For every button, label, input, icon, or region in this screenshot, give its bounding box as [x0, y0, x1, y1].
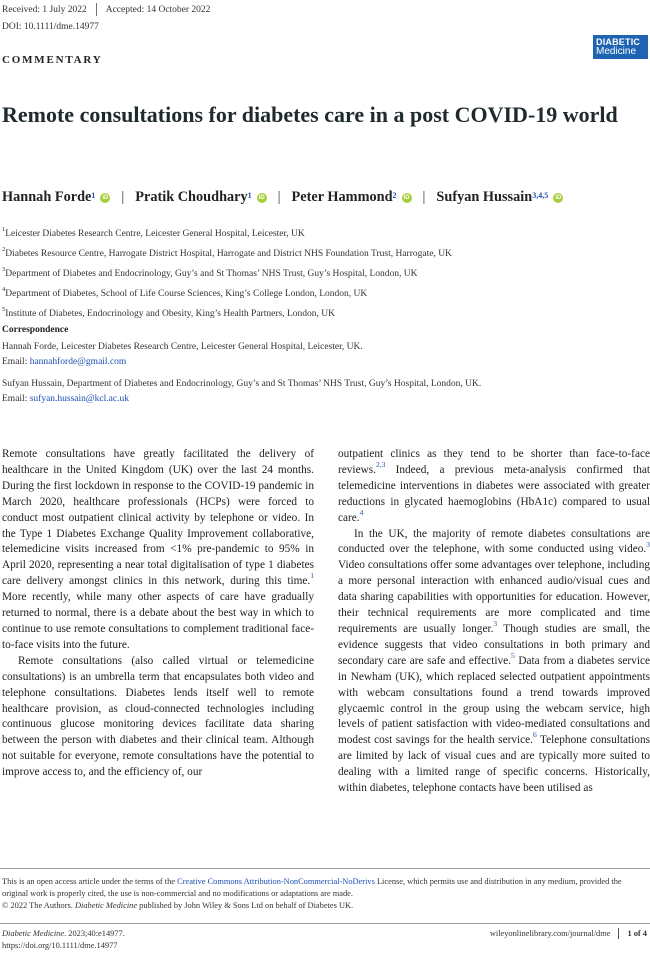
author-list	[2, 189, 563, 206]
affiliation-text: Institute of Diabetes, Endocrinology and Obesity, King’s Health Partners, London, UK	[5, 309, 335, 319]
correspondence-block-1	[2, 340, 363, 370]
citation-link[interactable]: 3	[493, 619, 498, 629]
author-separator: |	[121, 189, 125, 205]
paragraph-text: Remote consultations (also called virtual or telemedicine consultations) is an umbrella term that encapsulates both video and telephone consultations. Diabetes lends itself well to remote healthcare provision, as cloud-connected technologies including continuous glucose monitoring devices facilitate data sharing between the person with diabetes and their clinical team. Although not suitable for everyone, remote consultations have the potential to improve access to, and the efficiency of, our	[2, 654, 314, 779]
copyright-journal: Diabetic Medicine	[74, 901, 138, 910]
journal-logo[interactable]	[593, 35, 648, 59]
correspondence-block-2	[2, 377, 481, 407]
body-column-left	[2, 447, 314, 781]
email-label: Email:	[2, 394, 30, 404]
affiliation-number: 3	[2, 265, 6, 273]
citation-link[interactable]: 2,3	[375, 460, 386, 470]
author[interactable]: Hannah Forde $^1$ iD	[2, 189, 109, 205]
copyright-part: © 2022 The Authors.	[2, 901, 75, 910]
paragraph-text: Indeed, a previous meta-analysis confirmed that telemedicine interventions in diabetes were associated with greater reductions in glycated haemoglobins (HbA1c) compared to usual care.	[338, 463, 650, 524]
affiliation	[2, 264, 452, 284]
footer-divider	[0, 923, 650, 924]
open-access-notice	[2, 876, 642, 912]
paragraph-text: Though studies are small, the evidence suggests that video consultations in both primary and secondary care are safe and effective.	[338, 622, 650, 667]
paragraph-text: outpatient clinics as they tend to be shorter than face-to-face reviews.	[338, 448, 650, 476]
author[interactable]: Peter Hammond $^2$ iD	[291, 189, 410, 205]
correspondence-email-line	[2, 392, 481, 407]
affiliation-number: 2	[2, 245, 6, 253]
orcid-icon[interactable]: iD	[258, 194, 265, 201]
license-text-part: This is an open access article under the terms of the	[2, 877, 178, 886]
affiliation-text: Leicester Diabetes Research Centre, Leicester General Hospital, Leicester, UK	[5, 229, 305, 239]
author[interactable]: Sufyan Hussain $^{3,4,5}$ iD	[436, 189, 562, 205]
license-link[interactable]: Creative Commons Attribution-NonCommercial-NoDerivs	[177, 877, 375, 886]
affiliations	[2, 224, 452, 324]
correspondence-email-line	[2, 355, 363, 370]
paragraph-text: Video consultations offer some advantages over telephone, including a more personal interaction with enhanced audio/visual cues and data sharing capabilities with opportunities for education. However, their technical requirements are more complicated and time requirements are usually longer.	[338, 559, 650, 635]
email-link[interactable]: sufyan.hussain@kcl.ac.uk	[29, 394, 129, 404]
orcid-icon[interactable]: iD	[102, 194, 109, 201]
logo-line-2: Medicine	[596, 46, 637, 57]
email-label: Email:	[2, 357, 30, 367]
page-info	[490, 928, 647, 939]
correspondence-heading: Correspondence	[2, 325, 69, 335]
body-paragraph	[2, 654, 314, 781]
citation-info	[2, 928, 125, 952]
orcid-icon[interactable]: iD	[555, 194, 562, 201]
page-number: 1 of 4	[627, 929, 647, 938]
affiliation	[2, 244, 452, 264]
divider	[618, 928, 619, 939]
logo-line-1: DIABETIC	[596, 37, 641, 47]
author-name: Hannah Forde	[2, 189, 92, 205]
citation-journal: Diabetic Medicine	[2, 929, 65, 938]
body-paragraph	[338, 447, 650, 527]
publication-dates	[2, 3, 210, 16]
affiliation	[2, 224, 452, 244]
paragraph-text: Data from a diabetes service in Newham (UK), which replaced selected outpatient appointments with webcam consultations found a trend towards improved glycaemic control in the group using the webcam service, high levels of patient satisfaction with video-mediated consultations and modest cost savings for the health service.	[338, 654, 650, 747]
received-date: Received: 1 July 2022	[2, 4, 87, 15]
affiliation-number: 5	[2, 305, 6, 313]
citation-doi-url[interactable]: https://doi.org/10.1111/dme.14977	[2, 941, 118, 950]
accepted-date: Accepted: 14 October 2022	[105, 4, 211, 15]
author-separator: |	[277, 189, 281, 205]
citation-link[interactable]: 6	[532, 730, 537, 740]
affiliation	[2, 304, 452, 324]
correspondence-address: Hannah Forde, Leicester Diabetes Research Centre, Leicester General Hospital, Leicester, UK.	[2, 342, 363, 352]
body-column-right	[338, 447, 650, 797]
email-link[interactable]: hannahforde@gmail.com	[29, 357, 127, 367]
citation-line	[2, 928, 125, 940]
citation-link[interactable]: 1	[310, 571, 314, 581]
affiliation-number: 4	[2, 285, 6, 293]
affiliation	[2, 284, 452, 304]
copyright-line	[2, 900, 642, 912]
paragraph-text: Remote consultations have greatly facilitated the delivery of healthcare in the United Kingdom (UK) over the last 24 months. During the first lockdown in response to the COVID-19 pandemic in March 2020, healthcare professionals (HCPs) were forced to conduct most outpatient clinical activity by telephone or video. In the Type 1 Diabetes Exchange Quality Improvement collaborative, telemedicine visits increased from <1% pre-pandemic to 95% in April 2020, representing a near total digitalisation of type 1 diabetes care delivery amongst clinics in this network, during this time.	[2, 448, 314, 588]
license-text	[2, 876, 642, 900]
orcid-icon[interactable]: iD	[403, 194, 410, 201]
affiliation-text: Department of Diabetes and Endocrinology, Guy’s and St Thomas’ NHS Trust, Guy’s Hospital, London, UK	[5, 269, 418, 279]
body-paragraph	[338, 527, 650, 797]
paragraph-text: More recently, while many other aspects of care have gradually returned to normal, there is a debate about the best way in which to continue to use remote consultations to complement traditional face-to-face visits into the future.	[2, 591, 314, 651]
article-title: Remote consultations for diabetes care in a post COVID-19 world	[2, 102, 618, 127]
doi: DOI: 10.1111/dme.14977	[2, 22, 99, 32]
author-name: Sufyan Hussain	[436, 189, 533, 205]
license-text-part: License, which permits use and distribution in any medium, provided the original work is properly cited, the use is non-commercial and no modifications or adaptations are made.	[2, 877, 622, 898]
paragraph-text: Telephone consultations are limited by lack of visual cues and are typically more suited to dealing with a limited range of specific concerns. Historically, within diabetes, telephone contacts have been utilised as	[338, 734, 650, 795]
author-separator: |	[422, 189, 426, 205]
citation-link[interactable]: 5	[510, 650, 515, 660]
copyright-part: published by John Wiley & Sons Ltd on behalf of Diabetes UK.	[137, 901, 354, 910]
author-name: Pratik Choudhary	[135, 189, 248, 205]
article-type: COMMENTARY	[2, 54, 103, 66]
affiliation-text: Diabetes Resource Centre, Harrogate District Hospital, Harrogate and District NHS Foundation Trust, Harrogate, UK	[5, 249, 452, 259]
author-name: Peter Hammond	[291, 189, 393, 205]
citation-link[interactable]: 3	[646, 539, 650, 549]
author[interactable]: Pratik Choudhary $^1$ iD	[135, 189, 265, 205]
citation-link[interactable]: 4	[359, 507, 364, 517]
correspondence-address: Sufyan Hussain, Department of Diabetes and Endocrinology, Guy’s and St Thomas’ NHS Trust, Guy’s Hospital, London, UK.	[2, 379, 482, 389]
citation-volume: . 2023;40:e14977.	[64, 929, 125, 938]
paragraph-text: In the UK, the majority of remote diabetes consultations are conducted over the telephone, with some conducted using video.	[338, 527, 650, 556]
divider	[96, 3, 97, 16]
footer-divider	[0, 868, 650, 869]
affiliation-text: Department of Diabetes, School of Life Course Sciences, King’s College London, London, UK	[5, 289, 368, 299]
journal-site[interactable]: wileyonlinelibrary.com/journal/dme	[489, 929, 611, 938]
affiliation-number: 1	[2, 225, 6, 233]
body-paragraph	[2, 447, 314, 654]
